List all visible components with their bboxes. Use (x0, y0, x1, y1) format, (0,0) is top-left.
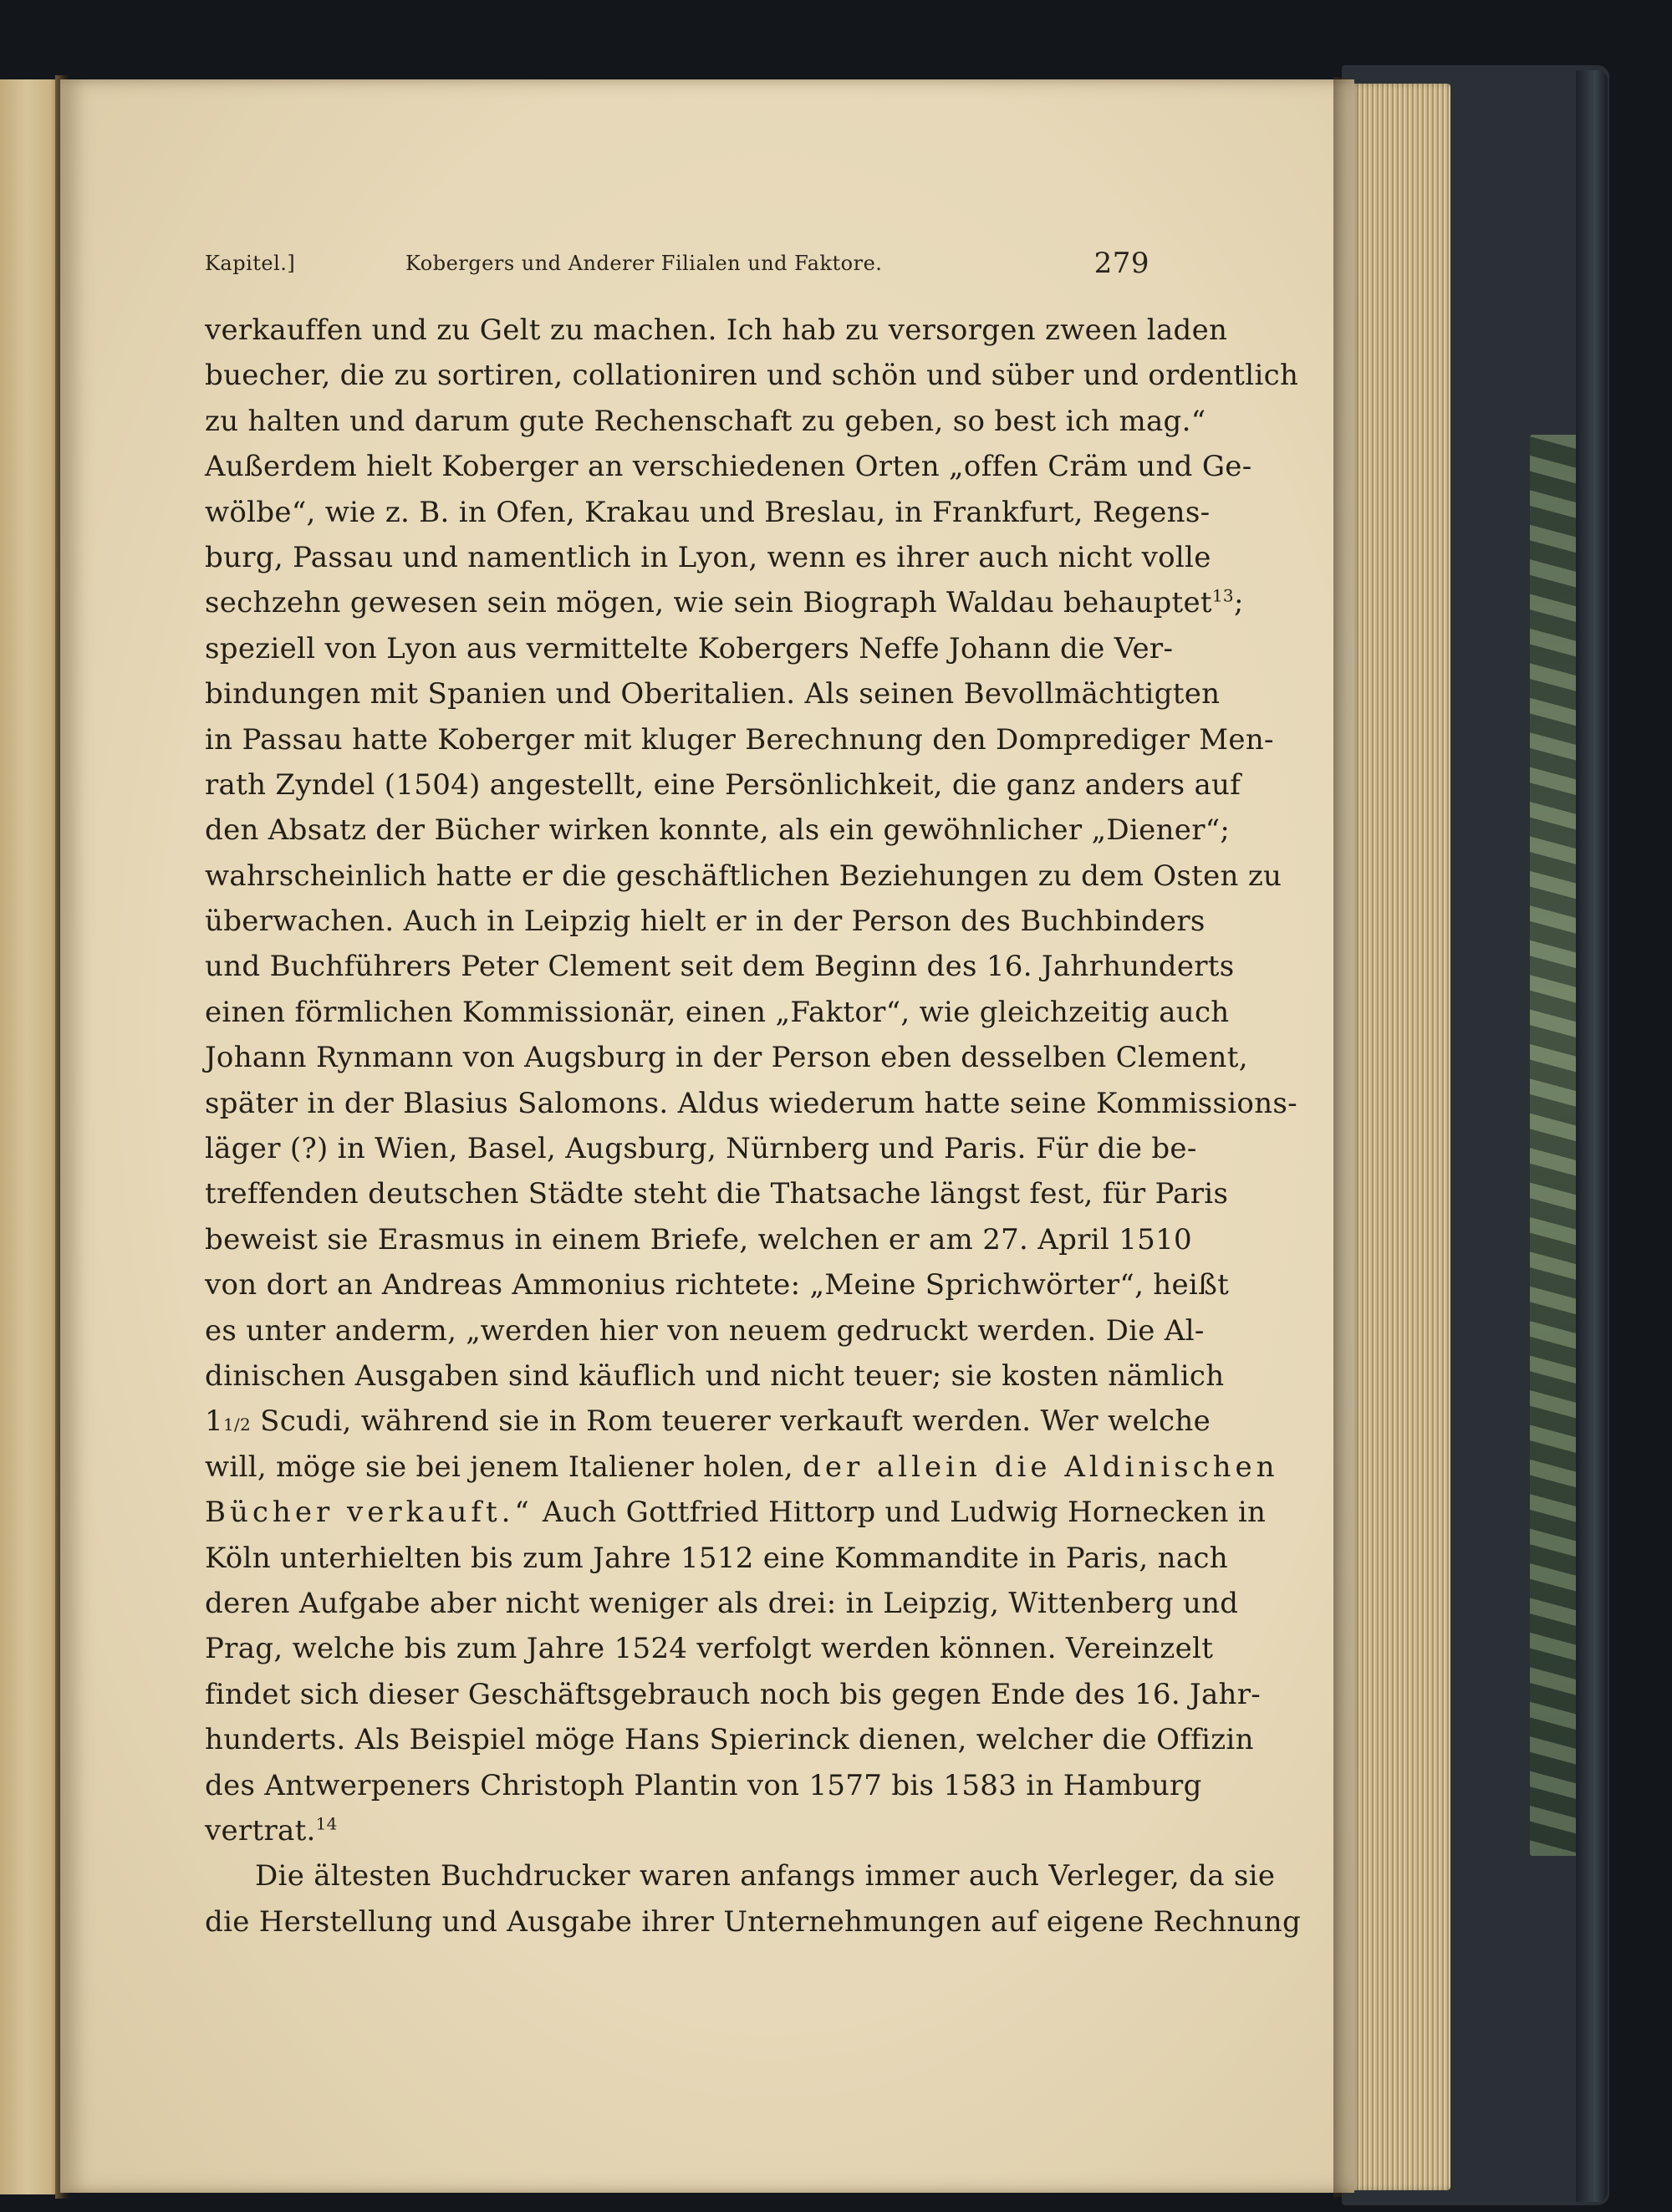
text-line: rath Zyndel (1504) angestellt, eine Persönlichkeit, die ganz anders auf (205, 767, 1241, 802)
page-edge-shadow (1333, 77, 1355, 2197)
spaced-emphasis: der allein die Aldinischen (803, 1450, 1279, 1484)
text-line: wölbe“, wie z. B. in Ofen, Krakau und Breslau, in Frankfurt, Regens- (205, 495, 1211, 529)
text-line: von dort an Andreas Ammonius richtete: „Meine Sprichwörter“, heißt (205, 1268, 1230, 1302)
text-line: den Absatz der Bücher wirken konnte, als ein gewöhnlicher „Diener“; (205, 813, 1231, 848)
footnote-marker: 13 (1211, 586, 1234, 607)
chapter-label: Kapitel.] (205, 252, 296, 275)
running-head (205, 247, 1150, 280)
text-line: speziell von Lyon aus vermittelte Kobergers Neffe Johann die Ver- (205, 631, 1174, 665)
text-fragment: 1 (205, 1404, 223, 1439)
text-line (205, 580, 1244, 625)
text-fragment: will, möge sie bei jenem Italiener holen, (205, 1450, 793, 1484)
text-line: läger (?) in Wien, Basel, Augsburg, Nürnberg und Paris. Für die be- (205, 1132, 1197, 1166)
text-fragment: Auch Gottfried Hittorp und Ludwig Hornecken in (542, 1496, 1267, 1530)
text-line: überwachen. Auch in Leipzig hielt er in der Person des Buchbinders (205, 905, 1206, 939)
text-line (205, 1808, 1158, 1853)
text-line: treffenden deutschen Städte steht die Thatsache längst fest, für Paris (205, 1177, 1229, 1211)
text-line: die Herstellung und Ausgabe ihrer Unternehmungen auf eigene Rechnung (205, 1904, 1302, 1939)
body-text (205, 308, 1302, 1944)
text-line: buecher, die zu sortiren, collationiren und schön und süber und ordentlich (205, 359, 1299, 393)
text-line: einen förmlichen Kommissionär, einen „Faktor“, wie gleichzeitig auch (205, 995, 1230, 1029)
text-line: bindungen mit Spanien und Oberitalien. Als seinen Bevollmächtigten (205, 677, 1221, 711)
text-line: Außerdem hielt Koberger an verschiedenen Orten „offen Cräm und Ge- (205, 450, 1252, 484)
text-line: findet sich dieser Geschäftsgebrauch noch bis gegen Ende des 16. Jahr- (205, 1677, 1262, 1711)
text-line (205, 1399, 1211, 1444)
text-line: später in der Blasius Salomons. Aldus wiederum hatte seine Kommissions- (205, 1086, 1297, 1120)
text-line: dinischen Ausgaben sind käuflich und nicht teuer; sie kosten nämlich (205, 1358, 1225, 1393)
previous-page-edge (0, 79, 63, 2194)
text-line: wahrscheinlich hatte er die geschäftlichen Beziehungen zu dem Osten zu (205, 859, 1282, 893)
footnote-marker: 14 (315, 1813, 338, 1834)
text-fragment: sechzehn gewesen sein mögen, wie sein Biograph Waldau behauptet (205, 586, 1212, 620)
text-fragment: vertrat. (205, 1813, 316, 1848)
page-number: 279 (1093, 247, 1150, 280)
text-fragment: Scudi, während sie in Rom teuerer verkauft werden. Wer welche (260, 1404, 1211, 1439)
text-line: Die ältesten Buchdrucker waren anfangs immer auch Verleger, da sie (255, 1859, 1276, 1893)
text-line: hunderts. Als Beispiel möge Hans Spierinck dienen, welcher die Offizin (205, 1723, 1254, 1757)
text-line: deren Aufgabe aber nicht weniger als drei: in Leipzig, Wittenberg und (205, 1586, 1239, 1620)
fraction-value: 1/2 (222, 1414, 252, 1435)
fraction (223, 1404, 251, 1438)
text-line: es unter anderm, „werden hier von neuem gedruckt werden. Die Al- (205, 1313, 1205, 1348)
running-title: Kobergers und Anderer Filialen und Faktore. (405, 252, 883, 275)
text-line: Köln unterhielten bis zum Jahre 1512 eine Kommandite in Paris, nach (205, 1541, 1228, 1575)
text-line: Prag, welche bis zum Jahre 1524 verfolgt werden können. Vereinzelt (205, 1632, 1214, 1666)
text-line: verkauffen und zu Gelt zu machen. Ich hab zu versorgen zween laden (205, 313, 1228, 347)
text-line: zu halten und darum gute Rechenschaft zu geben, so best ich mag.“ (205, 404, 1206, 438)
book-spine (1576, 70, 1608, 2202)
text-line: und Buchführers Peter Clement seit dem Beginn des 16. Jahrhunderts (205, 950, 1235, 984)
text-line: in Passau hatte Koberger mit kluger Berechnung den Domprediger Men- (205, 722, 1274, 757)
text-line: des Antwerpeners Christoph Plantin von 1577 bis 1583 in Hamburg (205, 1768, 1202, 1802)
text-fragment: ; (1233, 586, 1244, 620)
page-edges (1350, 84, 1450, 2190)
text-line: Johann Rynmann von Augsburg in der Person eben desselben Clement, (205, 1041, 1248, 1075)
text-line (205, 1445, 1279, 1490)
text-line: burg, Passau und namentlich in Lyon, wenn es ihrer auch nicht volle (205, 540, 1211, 574)
spaced-emphasis: Bücher verkauft.“ (205, 1496, 533, 1530)
text-line: beweist sie Erasmus in einem Briefe, welchen er am 27. April 1510 (205, 1222, 1192, 1256)
text-line (205, 1490, 1267, 1535)
